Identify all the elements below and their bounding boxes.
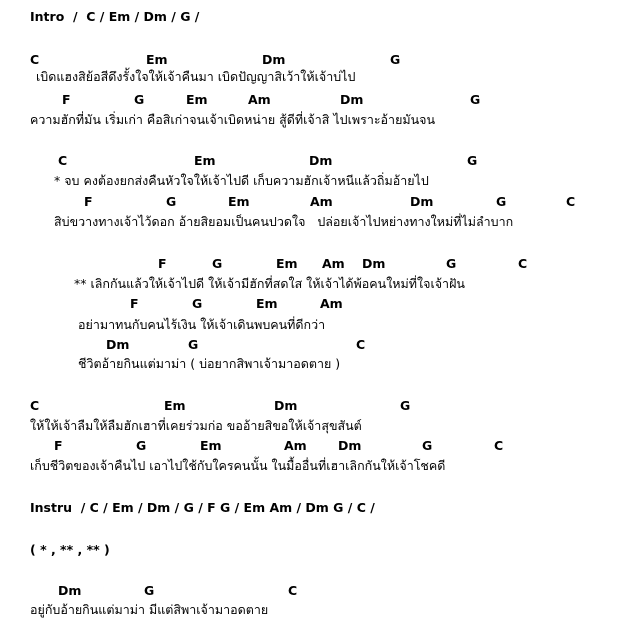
chord: Em xyxy=(276,256,298,271)
chord: G xyxy=(496,194,507,209)
chord: G xyxy=(134,92,145,107)
lyric-line: ชีวิตอ้ายกินแต่มาม่า ( บ่อยากสิพาเจ้ามาอดตาย ) xyxy=(78,356,341,371)
chord: Em xyxy=(186,92,208,107)
chord: C xyxy=(288,583,298,598)
chord: F xyxy=(84,194,93,209)
instru-line: Instru / C / Em / Dm / G / F G / Em Am / Dm G / C / xyxy=(30,500,375,515)
chord: Dm xyxy=(309,153,333,168)
chord: G xyxy=(136,438,147,453)
chord: Am xyxy=(322,256,345,271)
chord: Am xyxy=(320,296,343,311)
chord: Am xyxy=(248,92,271,107)
chord: C xyxy=(30,398,40,413)
chord: G xyxy=(144,583,155,598)
chord: G xyxy=(422,438,433,453)
chord: C xyxy=(58,153,68,168)
chord: F xyxy=(158,256,167,271)
lyric-line: อยู่กับอ้ายกินแต่มาม่า มีแต่สิพาเจ้ามาอดตาย xyxy=(30,602,269,617)
chord: F xyxy=(54,438,63,453)
chord: Dm xyxy=(410,194,434,209)
chord: G xyxy=(400,398,411,413)
lyric-line: ** เลิกกันแล้วให้เจ้าไปดี ให้เจ้ามีฮักที่สดใส ให้เจ้าได้พ้อคนใหม่ที่ใจเจ้าฝัน xyxy=(74,276,465,291)
chord: G xyxy=(470,92,481,107)
chord: G xyxy=(390,52,401,67)
chord: Am xyxy=(310,194,333,209)
lyric-line: เก็บชีวิตของเจ้าคืนไป เอาไปใช้กับใครคนนั้น ในมื้ออื่นที่เฮาเลิกกันให้เจ้าโชคดี xyxy=(30,458,446,473)
chord: Dm xyxy=(274,398,298,413)
repeat-line: ( * , ** , ** ) xyxy=(30,542,110,557)
chord: G xyxy=(446,256,457,271)
chord: G xyxy=(212,256,223,271)
chord: Dm xyxy=(338,438,362,453)
chord: Em xyxy=(200,438,222,453)
chord: C xyxy=(518,256,528,271)
chord: C xyxy=(356,337,366,352)
chord: F xyxy=(62,92,71,107)
lyric-line: สิบ่ขวางทางเจ้าไว้ดอก อ้ายสิยอมเป็นคนปวดใจ ปล่อยเจ้าไปหย่างทางใหม่ที่ไม่ลำบาก xyxy=(54,214,514,229)
lyric-line: เบิดแฮงสิย้อสีดึงรั้งใจให้เจ้าคืนมา เบิดปัญญาสิเว้าให้เจ้าบ่ไป xyxy=(36,69,356,84)
chord: G xyxy=(188,337,199,352)
chord: Dm xyxy=(340,92,364,107)
lyric-line: อย่ามาทนกับคนไร้เงิน ให้เจ้าเดินพบคนที่ดีกว่า xyxy=(78,317,326,332)
chord: Dm xyxy=(362,256,386,271)
chord: Em xyxy=(194,153,216,168)
chord: Em xyxy=(228,194,250,209)
chord: G xyxy=(467,153,478,168)
chord: Dm xyxy=(262,52,286,67)
chord: C xyxy=(30,52,40,67)
chord: Em xyxy=(164,398,186,413)
chord: C xyxy=(566,194,576,209)
chord: Em xyxy=(146,52,168,67)
chord: Am xyxy=(284,438,307,453)
chord: Dm xyxy=(58,583,82,598)
lyric-line: * จบ คงต้องยกส่งคืนหัวใจให้เจ้าไปดี เก็บความฮักเจ้าหนีแล้วถิ่มอ้ายไป xyxy=(54,173,429,188)
chord: G xyxy=(166,194,177,209)
lyric-line: ให้ให้เจ้าลืมให้ลืมฮักเฮาที่เคยร่วมก่อ ขออ้ายสิขอให้เจ้าสุขสันต์ xyxy=(30,418,362,433)
intro-line: Intro / C / Em / Dm / G / xyxy=(30,9,200,24)
chord: F xyxy=(130,296,139,311)
chord: G xyxy=(192,296,203,311)
chord: Dm xyxy=(106,337,130,352)
chord: C xyxy=(494,438,504,453)
chord: Em xyxy=(256,296,278,311)
lyric-line: ความฮักที่มัน เริ่มเก่า คือสิเก่าจนเจ้าเบิดหน่าย สู้ดีที่เจ้าสิ ไปเพราะอ้ายมันจน xyxy=(30,112,436,127)
